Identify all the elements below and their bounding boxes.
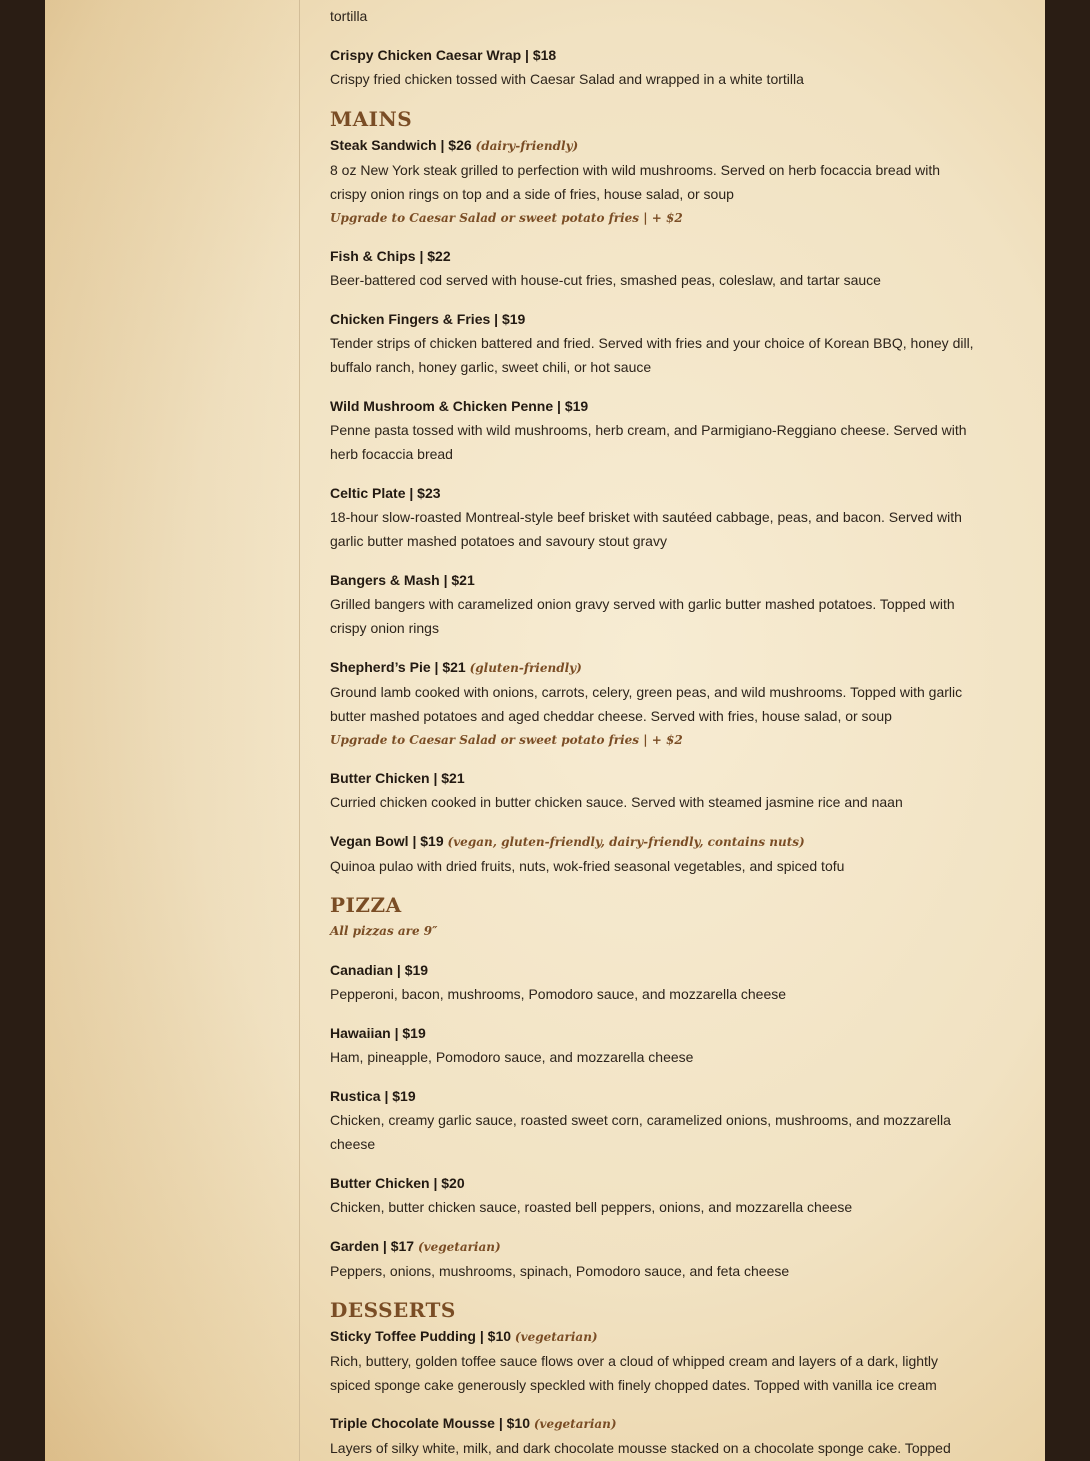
dietary-tag: (vegetarian) xyxy=(417,1240,501,1254)
menu-item-butter-chicken xyxy=(330,766,975,814)
item-description: Quinoa pulao with dried fruits, nuts, wok-fried seasonal vegetables, and spiced tofu xyxy=(330,858,845,874)
menu-item-chocolate-mousse xyxy=(330,1411,975,1460)
wrap-description-tail: tortilla xyxy=(330,8,368,24)
item-description: Ham, pineapple, Pomodoro sauce, and mozzarella cheese xyxy=(330,1049,694,1065)
item-name: Bangers & Mash | $21 xyxy=(330,572,475,588)
item-description: Chicken, butter chicken sauce, roasted bell peppers, onions, and mozzarella cheese xyxy=(330,1199,853,1215)
menu-item-wrap xyxy=(330,43,975,91)
item-description: Curried chicken cooked in butter chicken sauce. Served with steamed jasmine rice and naan xyxy=(330,794,903,810)
sidebar xyxy=(45,0,300,1461)
menu-item-penne xyxy=(330,394,975,466)
item-name: Vegan Bowl | $19 xyxy=(330,833,444,849)
item-description: Penne pasta tossed with wild mushrooms, herb cream, and Parmigiano-Reggiano cheese. Served with herb focaccia bread xyxy=(330,422,967,462)
dietary-tag: (dairy-friendly) xyxy=(475,139,579,153)
item-description: Peppers, onions, mushrooms, spinach, Pomodoro sauce, and feta cheese xyxy=(330,1263,790,1279)
menu-item-bangers-mash xyxy=(330,568,975,640)
menu-item-celtic-plate xyxy=(330,481,975,553)
item-name: Garden | $17 xyxy=(330,1238,415,1254)
item-name: Chicken Fingers & Fries | $19 xyxy=(330,311,526,327)
item-name: Rustica | $19 xyxy=(330,1088,416,1104)
menu-item-butter-chicken-pizza xyxy=(330,1171,975,1219)
item-name: Sticky Toffee Pudding | $10 xyxy=(330,1328,512,1344)
menu-item-steak-sandwich xyxy=(330,133,975,230)
item-description: Tender strips of chicken battered and fried. Served with fries and your choice of Korean BBQ, honey dill, buffalo ranch, honey garlic, sweet chili, or hot sauce xyxy=(330,335,974,375)
menu-item-rustica xyxy=(330,1084,975,1156)
upgrade-note: Upgrade to Caesar Salad or sweet potato fries | + $2 xyxy=(330,211,683,225)
upgrade-note: Upgrade to Caesar Salad or sweet potato fries | + $2 xyxy=(330,733,683,747)
item-description: Crispy fried chicken tossed with Caesar Salad and wrapped in a white tortilla xyxy=(330,71,804,87)
item-name: Canadian | $19 xyxy=(330,962,429,978)
item-name: Steak Sandwich | $26 xyxy=(330,137,472,153)
item-description: Grilled bangers with caramelized onion gravy served with garlic butter mashed potatoes. Topped with crispy onion rings xyxy=(330,596,955,636)
item-name: Hawaiian | $19 xyxy=(330,1025,426,1041)
menu-item-garden xyxy=(330,1234,975,1283)
item-description: Chicken, creamy garlic sauce, roasted sweet corn, caramelized onions, mushrooms, and mozzarella cheese xyxy=(330,1112,951,1152)
pizza-size-note: All pizzas are 9″ xyxy=(330,924,438,938)
dietary-tag: (vegetarian) xyxy=(533,1417,617,1431)
dietary-tag: (vegan, gluten-friendly, dairy-friendly, contains nuts) xyxy=(447,835,805,849)
menu-item-chicken-fingers xyxy=(330,307,975,379)
menu-item-fish-chips xyxy=(330,244,975,292)
menu-item-vegan-bowl xyxy=(330,829,975,878)
menu-page xyxy=(45,0,1045,1461)
item-name: Butter Chicken | $21 xyxy=(330,770,465,786)
item-name: Crispy Chicken Caesar Wrap | $18 xyxy=(330,47,557,63)
item-description: Pepperoni, bacon, mushrooms, Pomodoro sauce, and mozzarella cheese xyxy=(330,986,787,1002)
menu-item-canadian xyxy=(330,958,975,1006)
dietary-tag: (vegetarian) xyxy=(514,1330,598,1344)
item-name: Celtic Plate | $23 xyxy=(330,485,441,501)
dietary-tag: (gluten-friendly) xyxy=(469,661,582,675)
section-title-pizza: PIZZA xyxy=(330,893,402,917)
section-title-mains: MAINS xyxy=(330,107,413,131)
item-description: Ground lamb cooked with onions, carrots, celery, green peas, and wild mushrooms. Topped with garlic butter mashed potatoes and aged cheddar cheese. Served with fries, house salad, or soup xyxy=(330,684,963,724)
item-name: Wild Mushroom & Chicken Penne | $19 xyxy=(330,398,589,414)
item-description: 18-hour slow-roasted Montreal-style beef brisket with sautéed cabbage, peas, and bacon. Served with garlic butter mashed potatoes and savoury stout gravy xyxy=(330,509,962,549)
item-name: Fish & Chips | $22 xyxy=(330,248,451,264)
menu-item-sticky-toffee xyxy=(330,1324,975,1397)
item-name: Triple Chocolate Mousse | $10 xyxy=(330,1415,530,1431)
section-title-desserts: DESSERTS xyxy=(330,1298,456,1322)
item-name: Shepherd’s Pie | $21 xyxy=(330,659,466,675)
item-name: Butter Chicken | $20 xyxy=(330,1175,465,1191)
menu-item-shepherds-pie xyxy=(330,655,975,752)
item-description: 8 oz New York steak grilled to perfection with wild mushrooms. Served on herb focaccia bread with crispy onion rings on top and a side of fries, house salad, or soup xyxy=(330,162,941,202)
item-description: Layers of silky white, milk, and dark chocolate mousse stacked on a chocolate sponge cake. Topped xyxy=(330,1440,951,1456)
item-description: Rich, buttery, golden toffee sauce flows over a cloud of whipped cream and layers of a dark, lightly spiced sponge cake generously speckled with finely chopped dates. Topped with vanilla ice cream xyxy=(330,1353,939,1393)
menu-item-hawaiian xyxy=(330,1021,975,1069)
item-description: Beer-battered cod served with house-cut fries, smashed peas, coleslaw, and tartar sauce xyxy=(330,272,881,288)
